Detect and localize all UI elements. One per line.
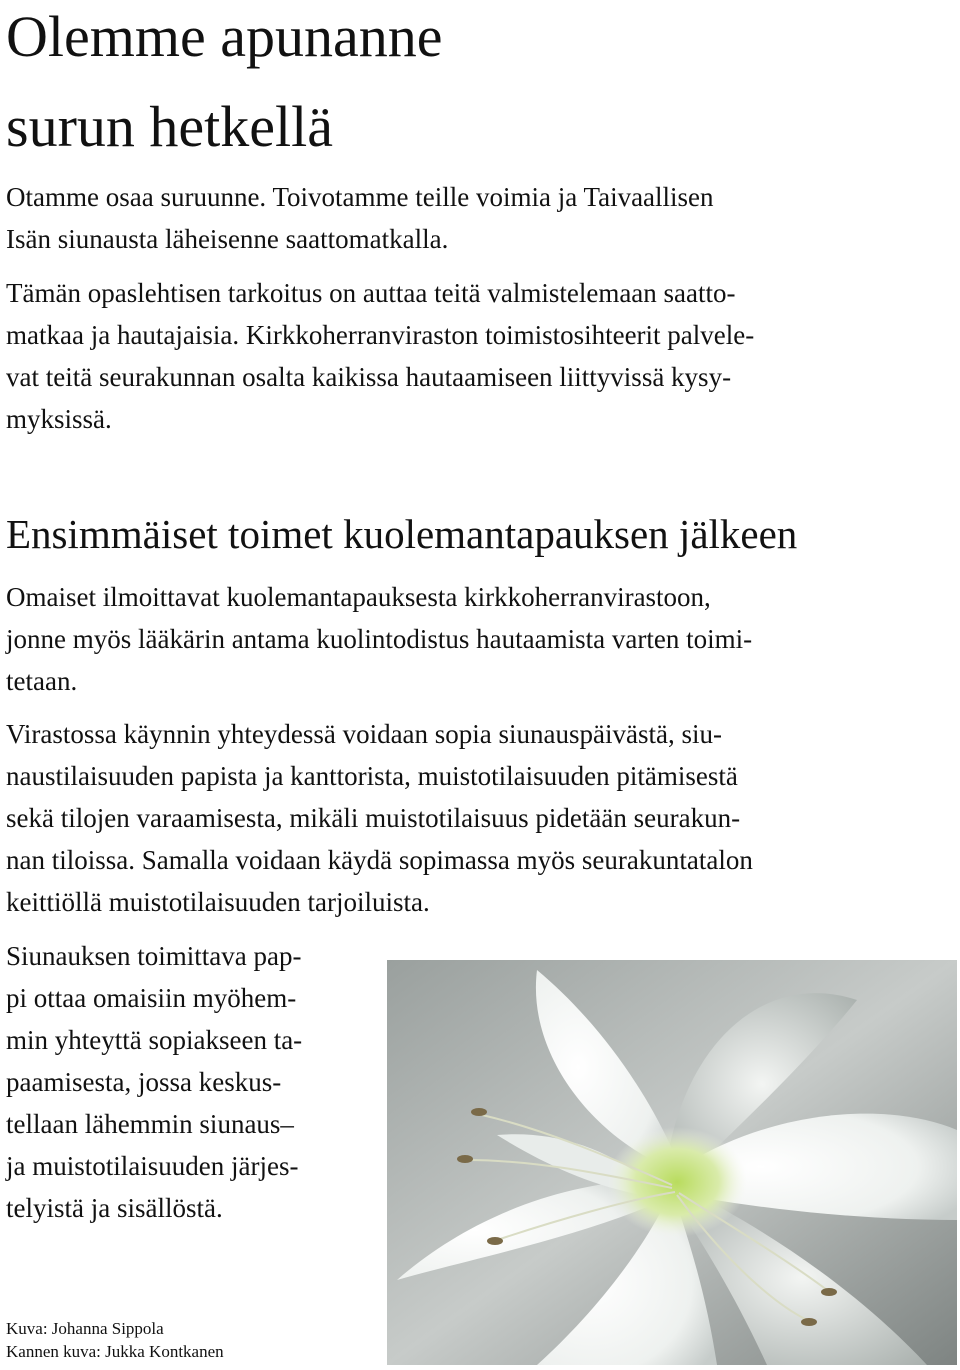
lily-photo [387, 960, 957, 1365]
text-line: vat teitä seurakunnan osalta kaikissa hautaamiseen liittyvissä kysy- [6, 362, 732, 392]
text-line: Tämän opaslehtisen tarkoitus on auttaa teitä valmistelemaan saatto- [6, 278, 736, 308]
intro-paragraph-2 [6, 272, 936, 440]
text-line: tellaan lähemmin siunaus– [6, 1109, 294, 1139]
text-line: telyistä ja sisällöstä. [6, 1193, 223, 1223]
section-paragraph-1 [6, 576, 936, 702]
intro-paragraph-1 [6, 176, 936, 260]
text-line: Otamme osaa suruunne. Toivotamme teille voimia ja Taivaallisen [6, 182, 714, 212]
text-line: min yhteyttä sopiakseen ta- [6, 1025, 303, 1055]
section-heading: Ensimmäiset toimet kuolemantapauksen jälkeen [6, 511, 798, 557]
text-line: Virastossa käynnin yhteydessä voidaan sopia siunauspäivästä, siu- [6, 719, 722, 749]
text-line: Siunauksen toimittava pap- [6, 941, 302, 971]
page-title [6, 0, 906, 172]
text-line: ja muistotilaisuuden järjes- [6, 1151, 299, 1181]
text-line: jonne myös lääkärin antama kuolintodistus hautaamista varten toimi- [6, 624, 753, 654]
text-line: sekä tilojen varaamisesta, mikäli muistotilaisuus pidetään seurakun- [6, 803, 741, 833]
text-line: myksissä. [6, 404, 112, 434]
text-line: keittiöllä muistotilaisuuden tarjoiluista. [6, 887, 430, 917]
text-line: matkaa ja hautajaisia. Kirkkoherranviraston toimistosihteerit palvele- [6, 320, 755, 350]
cover-credit: Kannen kuva: Jukka Kontkanen [6, 1342, 224, 1361]
section-paragraph-2 [6, 713, 936, 923]
title-line-2: surun hetkellä [6, 94, 333, 159]
photo-credit: Kuva: Johanna Sippola [6, 1319, 164, 1338]
text-line: naustilaisuuden papista ja kanttorista, muistotilaisuuden pitämisestä [6, 761, 738, 791]
photo-captions [6, 1317, 224, 1363]
flower-illustration [387, 960, 957, 1365]
section-paragraph-3 [6, 935, 376, 1229]
text-line: nan tiloissa. Samalla voidaan käydä sopimassa myös seurakuntatalon [6, 845, 753, 875]
text-line: tetaan. [6, 666, 78, 696]
text-line: Omaiset ilmoittavat kuolemantapauksesta kirkkoherranvirastoon, [6, 582, 711, 612]
text-line: Isän siunausta läheisenne saattomatkalla. [6, 224, 449, 254]
title-line-1: Olemme apunanne [6, 4, 443, 69]
text-line: pi ottaa omaisiin myöhem- [6, 983, 297, 1013]
text-line: paamisesta, jossa keskus- [6, 1067, 282, 1097]
